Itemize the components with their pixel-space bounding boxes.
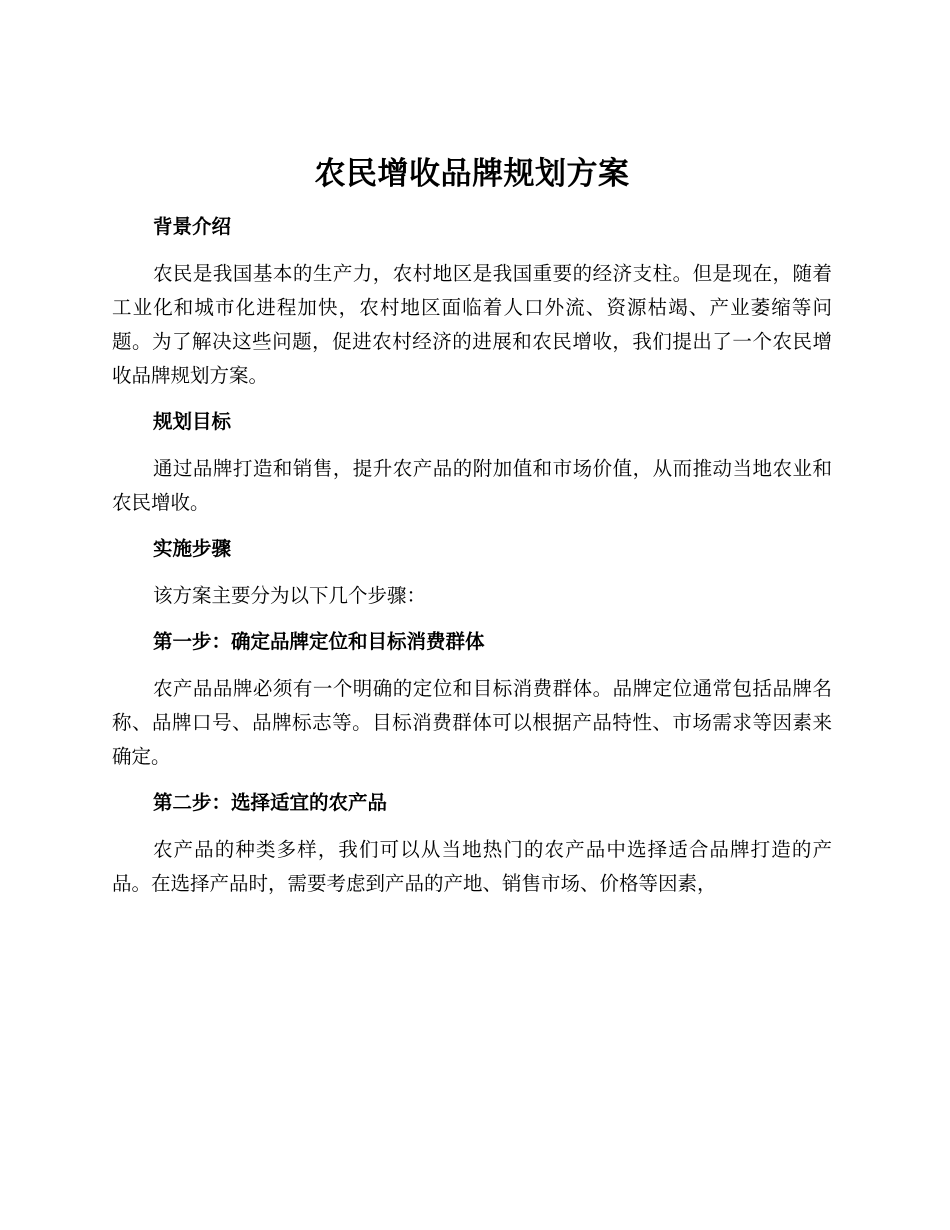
paragraph-step-2: 农产品的种类多样，我们可以从当地热门的农产品中选择适合品牌打造的产品。在选择产品时，需要考虑到产品的产地、销售市场、价格等因素，: [112, 838, 832, 895]
section-heading-steps: 实施步骤: [152, 537, 231, 560]
section-heading-background: 背景介绍: [152, 215, 231, 238]
document-page: [112, 150, 832, 901]
document-title: 农民增收品牌规划方案: [314, 156, 630, 192]
section-heading-goal: 规划目标: [152, 410, 231, 433]
step-heading-2: 第二步：选择适宜的农产品: [152, 791, 387, 814]
paragraph-goal: 通过品牌打造和销售，提升农产品的附加值和市场价值，从而推动当地农业和农民增收。: [112, 457, 832, 514]
paragraph-steps-intro: 该方案主要分为以下几个步骤：: [152, 584, 426, 607]
paragraph-background: 农民是我国基本的生产力，农村地区是我国重要的经济支柱。但是现在，随着工业化和城市化进程加快，农村地区面临着人口外流、资源枯竭、产业萎缩等问题。为了解决这些问题，促进农村经济的进展和农民增收，我们提出了一个农民增收品牌规划方案。: [112, 262, 832, 387]
step-heading-1: 第一步：确定品牌定位和目标消费群体: [152, 630, 485, 653]
paragraph-step-1: 农产品品牌必须有一个明确的定位和目标消费群体。品牌定位通常包括品牌名称、品牌口号、品牌标志等。目标消费群体可以根据产品特性、市场需求等因素来确定。: [112, 677, 832, 768]
